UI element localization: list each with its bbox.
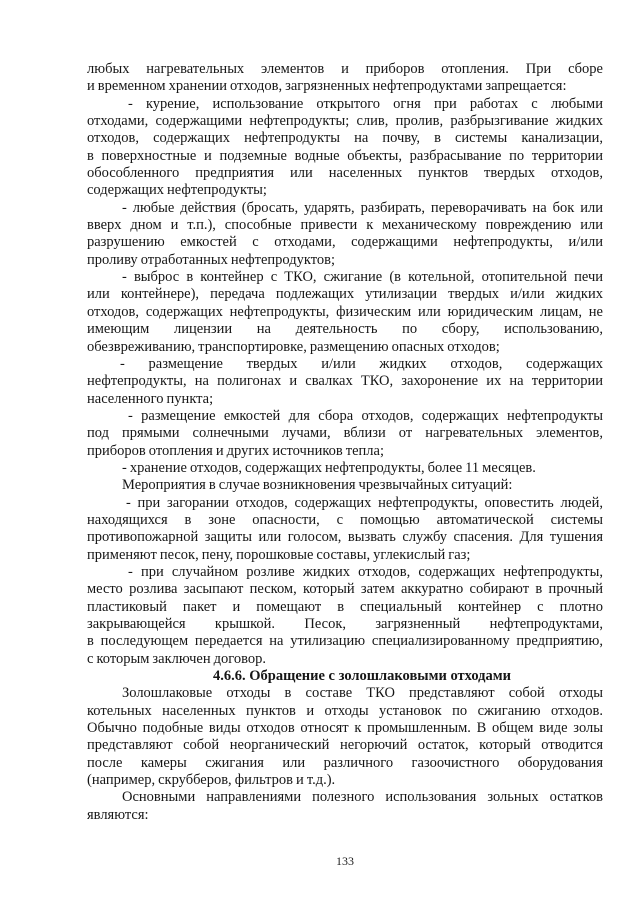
text-line: находящихся в зоне опасности, с помощью автоматической системы bbox=[87, 511, 603, 528]
list-item bbox=[87, 460, 603, 477]
text-line: - при загорании отходов, содержащих нефтепродукты, оповестить людей, bbox=[126, 494, 603, 511]
text-line: нефтепродукты, на полигонах и свалках ТКО, захоронение их на территории bbox=[87, 373, 603, 390]
text-line: обезвреживанию, транспортировке, размещению опасных отходов; bbox=[87, 338, 500, 355]
paragraph bbox=[87, 685, 603, 789]
text-line: после камеры сжигания или различного газоочистного оборудования bbox=[87, 754, 603, 771]
text-line: отходов, содержащих нефтепродукты, физическим или юридическим лицам, не bbox=[87, 303, 603, 320]
text-line: обособленного предприятия или населенных пунктов твердых отходов, bbox=[87, 165, 603, 182]
list-item bbox=[87, 408, 603, 460]
text-line: и временном хранении отходов, загрязненных нефтепродуктами запрещается: bbox=[87, 78, 567, 95]
text-line: разрушению емкостей с отходами, содержащими нефтепродукты, и/или bbox=[87, 234, 603, 251]
text-line: или контейнере), передача подлежащих утилизации твердых и/или жидких bbox=[87, 286, 603, 303]
text-line: Золошлаковые отходы в составе ТКО представляют собой отходы bbox=[122, 685, 603, 702]
text-line: Обычно подобные виды отходов относят к промышленным. В общем виде золы bbox=[87, 720, 603, 737]
page-text bbox=[87, 61, 603, 824]
text-line: применяют песок, пену, порошковые составы, углекислый газ; bbox=[87, 546, 471, 563]
text-line: представляют собой неорганический негорючий остаток, который отводится bbox=[87, 737, 603, 754]
text-line: проливу отработанных нефтепродуктов; bbox=[87, 251, 336, 268]
text-line: в поверхностные и подземные водные объекты, разбрасывание по территории bbox=[87, 147, 603, 164]
list-item bbox=[87, 269, 603, 356]
text-line: закрывающейся крышкой. Песок, загрязненный нефтепродуктами, bbox=[87, 616, 603, 632]
text-line: (например, скрубберов, фильтров и т.д.). bbox=[87, 772, 336, 789]
paragraph bbox=[87, 789, 603, 824]
text-line: с которым заключен договор. bbox=[87, 650, 266, 667]
text-line: противопожарной защиты или голосом, вызвать службу спасения. Для тушения bbox=[87, 529, 603, 546]
text-line: Мероприятия в случае возникновения чрезвычайных ситуаций: bbox=[122, 477, 513, 494]
list-item bbox=[87, 200, 603, 269]
text-line: пластиковый пакет и помещают в специальный контейнер с плотно bbox=[87, 598, 603, 615]
text-line: содержащих нефтепродукты; bbox=[87, 182, 267, 199]
list-item bbox=[87, 564, 603, 668]
text-line: место розлива засыпают песком, который затем аккуратно собирают в прочный bbox=[87, 581, 603, 598]
page-number: 133 bbox=[336, 854, 354, 868]
text-line: - размещение емкостей для сбора отходов, содержащих нефтепродукты bbox=[128, 407, 603, 424]
text-line: являются: bbox=[87, 806, 149, 823]
text-line: - любые действия (бросать, ударять, разбирать, переворачивать на бок или bbox=[122, 199, 603, 216]
text-line: - при случайном розливе жидких отходов, содержащих нефтепродукты, bbox=[128, 563, 603, 580]
list-item bbox=[87, 495, 603, 564]
text-line: в последующем передается на утилизацию специализированному предприятию, bbox=[87, 633, 603, 650]
text-line: котельных населенных пунктов и отходы установок по сжиганию отходов. bbox=[87, 702, 603, 719]
text-line: - курение, использование открытого огня при работах с любыми bbox=[128, 95, 603, 112]
text-line: - выброс в контейнер с ТКО, сжигание (в котельной, отопительной печи bbox=[122, 269, 603, 286]
text-line: отходами, содержащими нефтепродукты; слив, пролив, разбрызгивание жидких bbox=[87, 113, 603, 130]
paragraph bbox=[87, 477, 603, 494]
section-heading: 4.6.6. Обращение с золошлаковыми отходами bbox=[212, 668, 511, 685]
text-line: под прямыми солнечными лучами, вблизи от нагревательных элементов, bbox=[87, 425, 603, 442]
list-item bbox=[87, 356, 603, 408]
text-line: вверх дном и т.п.), способные привести к механическому повреждению или bbox=[87, 217, 603, 234]
text-line: Основными направлениями полезного использования зольных остатков bbox=[122, 789, 603, 806]
text-line: имеющим лицензии на деятельность по сбору, использованию, bbox=[87, 321, 603, 338]
text-line: - хранение отходов, содержащих нефтепродукты, более 11 месяцев. bbox=[122, 459, 536, 476]
text-line: приборов отопления и других источников тепла; bbox=[87, 442, 385, 459]
text-line: любых нагревательных элементов и приборов отопления. При сборе bbox=[87, 61, 603, 77]
paragraph bbox=[87, 61, 603, 96]
text-line: отходов, содержащих нефтепродукты на почву, в системы канализации, bbox=[87, 130, 603, 147]
text-line: - размещение твердых и/или жидких отходов, содержащих bbox=[120, 355, 603, 372]
list-item bbox=[87, 96, 603, 200]
text-line: населенного пункта; bbox=[87, 390, 214, 407]
